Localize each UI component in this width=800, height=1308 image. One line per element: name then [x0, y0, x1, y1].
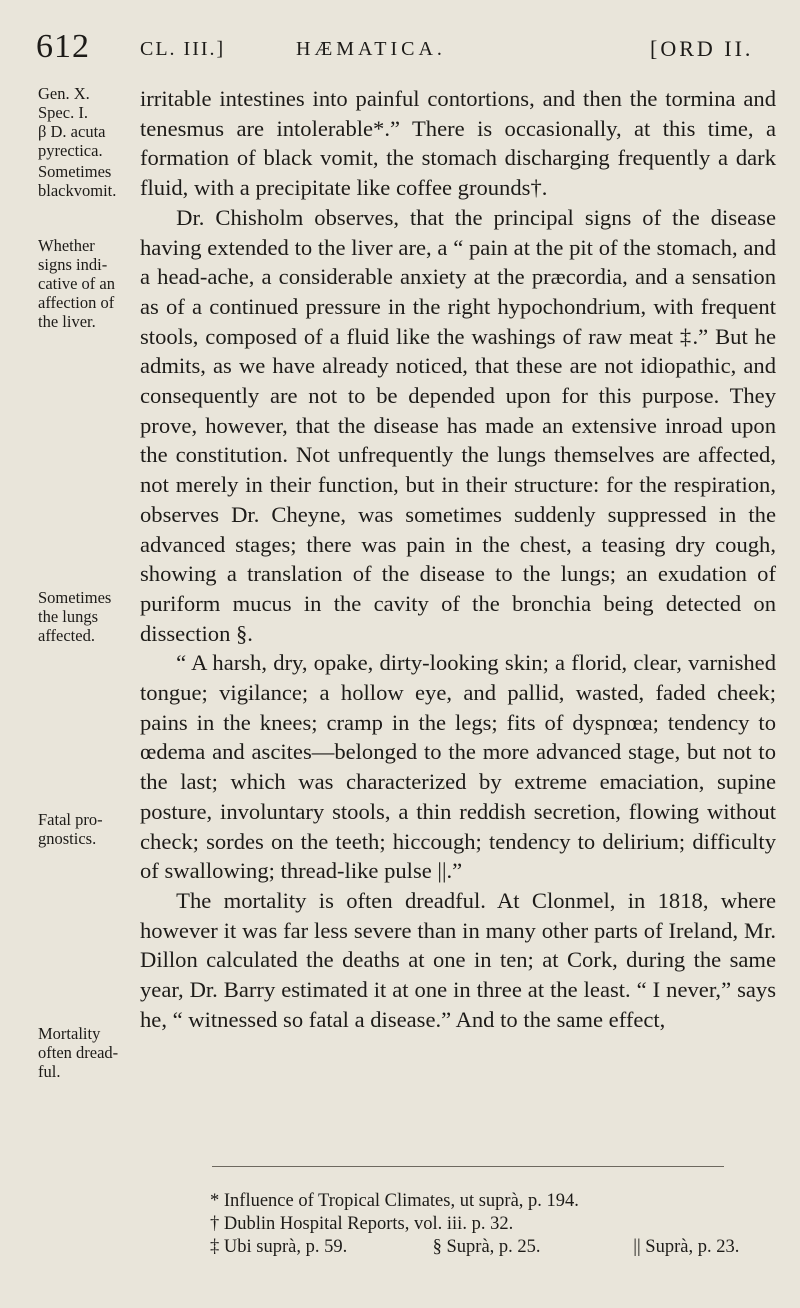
- margin-note-liver: [38, 236, 128, 331]
- footnote: ‡ Ubi suprà, p. 59.: [210, 1237, 348, 1257]
- body-text: [140, 84, 776, 1035]
- paragraph: The mortality is often dreadful. At Clonmel, in 1818, where however it was far less severe than in many other parts of Ireland, Mr. Dillon calculated the deaths at one in ten; at Cork, during the same year, Dr. Barry estimated it at one in three at the least. “ I never,” says he, “ witnessed so fatal a disease.” And to the same effect,: [140, 887, 776, 1032]
- running-title: HÆMATICA.: [296, 38, 446, 60]
- page-number: 612: [36, 28, 90, 65]
- margin-note-line: gnostics.: [38, 829, 97, 848]
- paragraph: Dr. Chisholm observes, that the principal signs of the disease having extended to the liver are, a “ pain at the pit of the stomach, and a head-ache, a considerable anxiety at the præcordia, and a sensation as of a continued pressure in the right hypochondrium, with frequent stools, composed of a fluid like the washings of raw meat ‡.” But he admits, as we have already noticed, that these are not idiopathic, and consequently are not to be depended upon for this purpose. They prove, however, that the disease has made an extensive inroad upon the constitution. Not unfrequently the lungs themselves are affected, not merely in their function, but in their structure: for the respiration, observes Dr. Cheyne, was sometimes suddenly suppressed in the advanced stages; there was pain in the chest, a teasing dry cough, showing a translation of the disease to the lungs; an exudation of puriform mucus in the cavity of the bronchia being detected on dissection §.: [140, 204, 776, 646]
- margin-note-line: cative of an: [38, 274, 115, 293]
- footnotes: [210, 1190, 790, 1259]
- margin-note-line: blackvomit.: [38, 181, 117, 200]
- margin-note-lungs: [38, 588, 128, 645]
- footnote: * Influence of Tropical Climates, ut suprà, p. 194.: [210, 1191, 579, 1211]
- footnote-row: [210, 1236, 790, 1259]
- margin-note-black-vomit: [38, 162, 128, 200]
- margin-note-line: pyrectica.: [38, 141, 103, 160]
- margin-note-line: Gen. X.: [38, 84, 90, 103]
- footnote: || Suprà, p. 23.: [633, 1237, 740, 1257]
- margin-note-line: Sometimes: [38, 162, 112, 181]
- margin-note-line: affected.: [38, 626, 95, 645]
- margin-note-line: often dread-: [38, 1043, 119, 1062]
- margin-note-line: affection of: [38, 293, 115, 312]
- margin-note-mortality: [38, 1024, 128, 1081]
- margin-note-line: Sometimes: [38, 588, 112, 607]
- margin-note-line: ful.: [38, 1062, 61, 1081]
- footnote-divider: [212, 1166, 724, 1167]
- paragraph: “ A harsh, dry, opake, dirty-looking skin; a florid, clear, varnished tongue; vigilance; a hollow eye, and pallid, wasted, faded cheek; pains in the knees; cramp in the legs; fits of dyspnœa; tendency to œdema and ascites—belonged to the more advanced stage, but not to the last; which was characterized by extreme emaciation, supine posture, involuntary stools, a thin reddish secretion, flowing without check; sordes on the teeth; hiccough; tendency to delirium; difficulty of swallowing; thread-like pulse ||.”: [140, 650, 776, 884]
- margin-note-line: Spec. I.: [38, 103, 88, 122]
- margin-note-line: the lungs: [38, 607, 99, 626]
- margin-note-genus: [38, 84, 128, 160]
- margin-note-line: the liver.: [38, 312, 96, 331]
- running-header: [0, 28, 800, 68]
- footnote: † Dublin Hospital Reports, vol. iii. p. 32.: [210, 1214, 514, 1234]
- margin-note-fatal: [38, 810, 128, 848]
- margin-note-line: signs indi-: [38, 255, 108, 274]
- footnote: § Suprà, p. 25.: [432, 1237, 541, 1257]
- chapter-label: CL. III.]: [140, 38, 226, 60]
- margin-note-line: Whether: [38, 236, 95, 255]
- margin-note-line: β D. acuta: [38, 122, 106, 141]
- order-label: [ORD II.: [650, 36, 754, 61]
- margin-note-line: Fatal pro-: [38, 810, 103, 829]
- margin-note-line: Mortality: [38, 1024, 101, 1043]
- paragraph: irritable intestines into painful contortions, and then the tormina and tenesmus are intolerable*.” There is occasionally, at this time, a formation of black vomit, the stomach discharging frequently a dark fluid, with a precipitate like coffee grounds†.: [140, 86, 776, 201]
